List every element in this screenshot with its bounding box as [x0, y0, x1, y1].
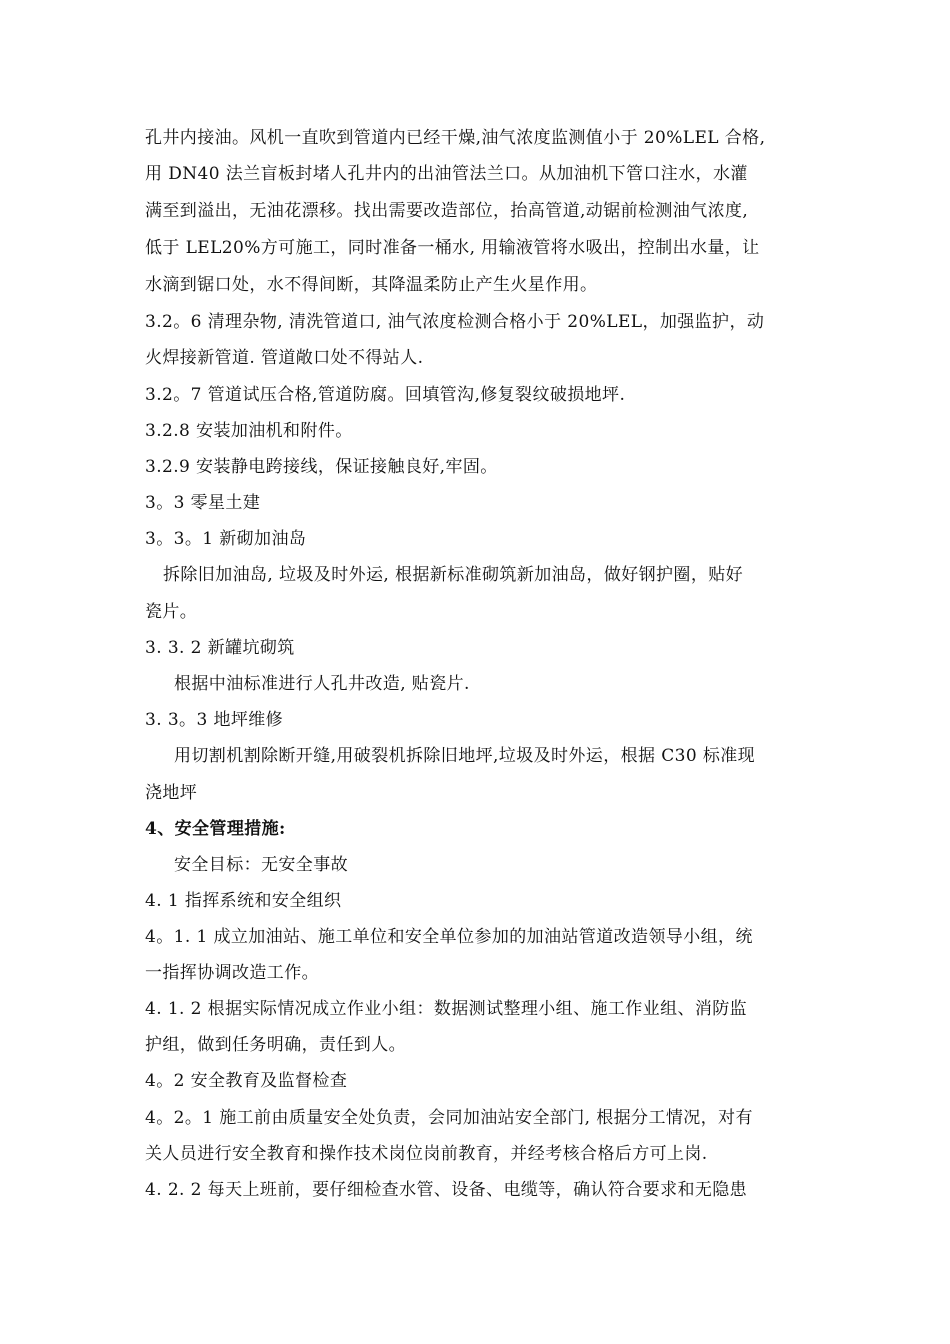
paragraph-line: 拆除旧加油岛, 垃圾及时外运, 根据新标准砌筑新加油岛，做好钢护圈，贴好 — [163, 565, 744, 585]
section-4-2-heading: 4。2 安全教育及监督检查 — [145, 1071, 348, 1091]
paragraph-line: 关人员进行安全教育和操作技术岗位岗前教育，并经考核合格后方可上岗. — [145, 1144, 708, 1164]
paragraph-line: 满至到溢出，无油花漂移。找出需要改造部位，抬高管道,动锯前检测油气浓度, — [145, 201, 749, 221]
section-4-2-1: 4。2。1 施工前由质量安全处负责，会同加油站安全部门, 根据分工情况，对有 — [145, 1108, 753, 1128]
paragraph-line: 一指挥协调改造工作。 — [145, 963, 319, 983]
section-3-2-7: 3.2。7 管道试压合格,管道防腐。回填管沟,修复裂纹破损地坪. — [145, 385, 626, 405]
paragraph-line: 水滴到锯口处，水不得间断，其降温柔防止产生火星作用。 — [145, 275, 598, 295]
paragraph-line: 用 DN40 法兰盲板封堵人孔井内的出油管法兰口。从加油机下管口注水，水灌 — [145, 164, 748, 184]
section-3-3-2-heading: 3. 3. 2 新罐坑砌筑 — [145, 638, 295, 658]
safety-goal: 安全目标：无安全事故 — [174, 855, 348, 875]
section-4-1-heading: 4. 1 指挥系统和安全组织 — [145, 891, 342, 911]
paragraph-line: 瓷片。 — [145, 602, 198, 622]
paragraph-line: 护组，做到任务明确，责任到人。 — [145, 1035, 406, 1055]
section-4-2-2: 4. 2. 2 每天上班前，要仔细检查水管、设备、电缆等，确认符合要求和无隐患 — [145, 1180, 748, 1200]
section-3-3-3-heading: 3. 3。3 地坪维修 — [145, 710, 284, 730]
paragraph-line: 用切割机割除断开缝,用破裂机拆除旧地坪,垃圾及时外运，根据 C30 标准现 — [174, 746, 756, 766]
section-3-3-heading: 3。3 零星土建 — [145, 493, 261, 513]
section-3-3-1-heading: 3。3。1 新砌加油岛 — [145, 529, 307, 549]
section-3-2-8: 3.2.8 安装加油机和附件。 — [145, 421, 353, 441]
paragraph-line: 根据中油标准进行人孔井改造, 贴瓷片. — [174, 674, 470, 694]
paragraph-line: 低于 LEL20%方可施工，同时准备一桶水, 用输液管将水吸出，控制出水量，让 — [145, 238, 760, 258]
section-4-1-2: 4. 1. 2 根据实际情况成立作业小组：数据测试整理小组、施工作业组、消防监 — [145, 999, 748, 1019]
section-3-2-6: 3.2。6 清理杂物, 清洗管道口, 油气浓度检测合格小于 20%LEL，加强监护，动 — [145, 312, 765, 332]
paragraph-line: 孔井内接油。风机一直吹到管道内已经干燥,油气浓度监测值小于 20%LEL 合格, — [145, 128, 766, 148]
section-3-2-9: 3.2.9 安装静电跨接线，保证接触良好,牢固。 — [145, 457, 498, 477]
section-4-1-1: 4。1. 1 成立加油站、施工单位和安全单位参加的加油站管道改造领导小组，统 — [145, 927, 753, 947]
section-4-heading: 4、安全管理措施: — [145, 819, 286, 839]
paragraph-line: 火焊接新管道. 管道敞口处不得站人. — [145, 348, 424, 368]
paragraph-line: 浇地坪 — [145, 783, 198, 803]
